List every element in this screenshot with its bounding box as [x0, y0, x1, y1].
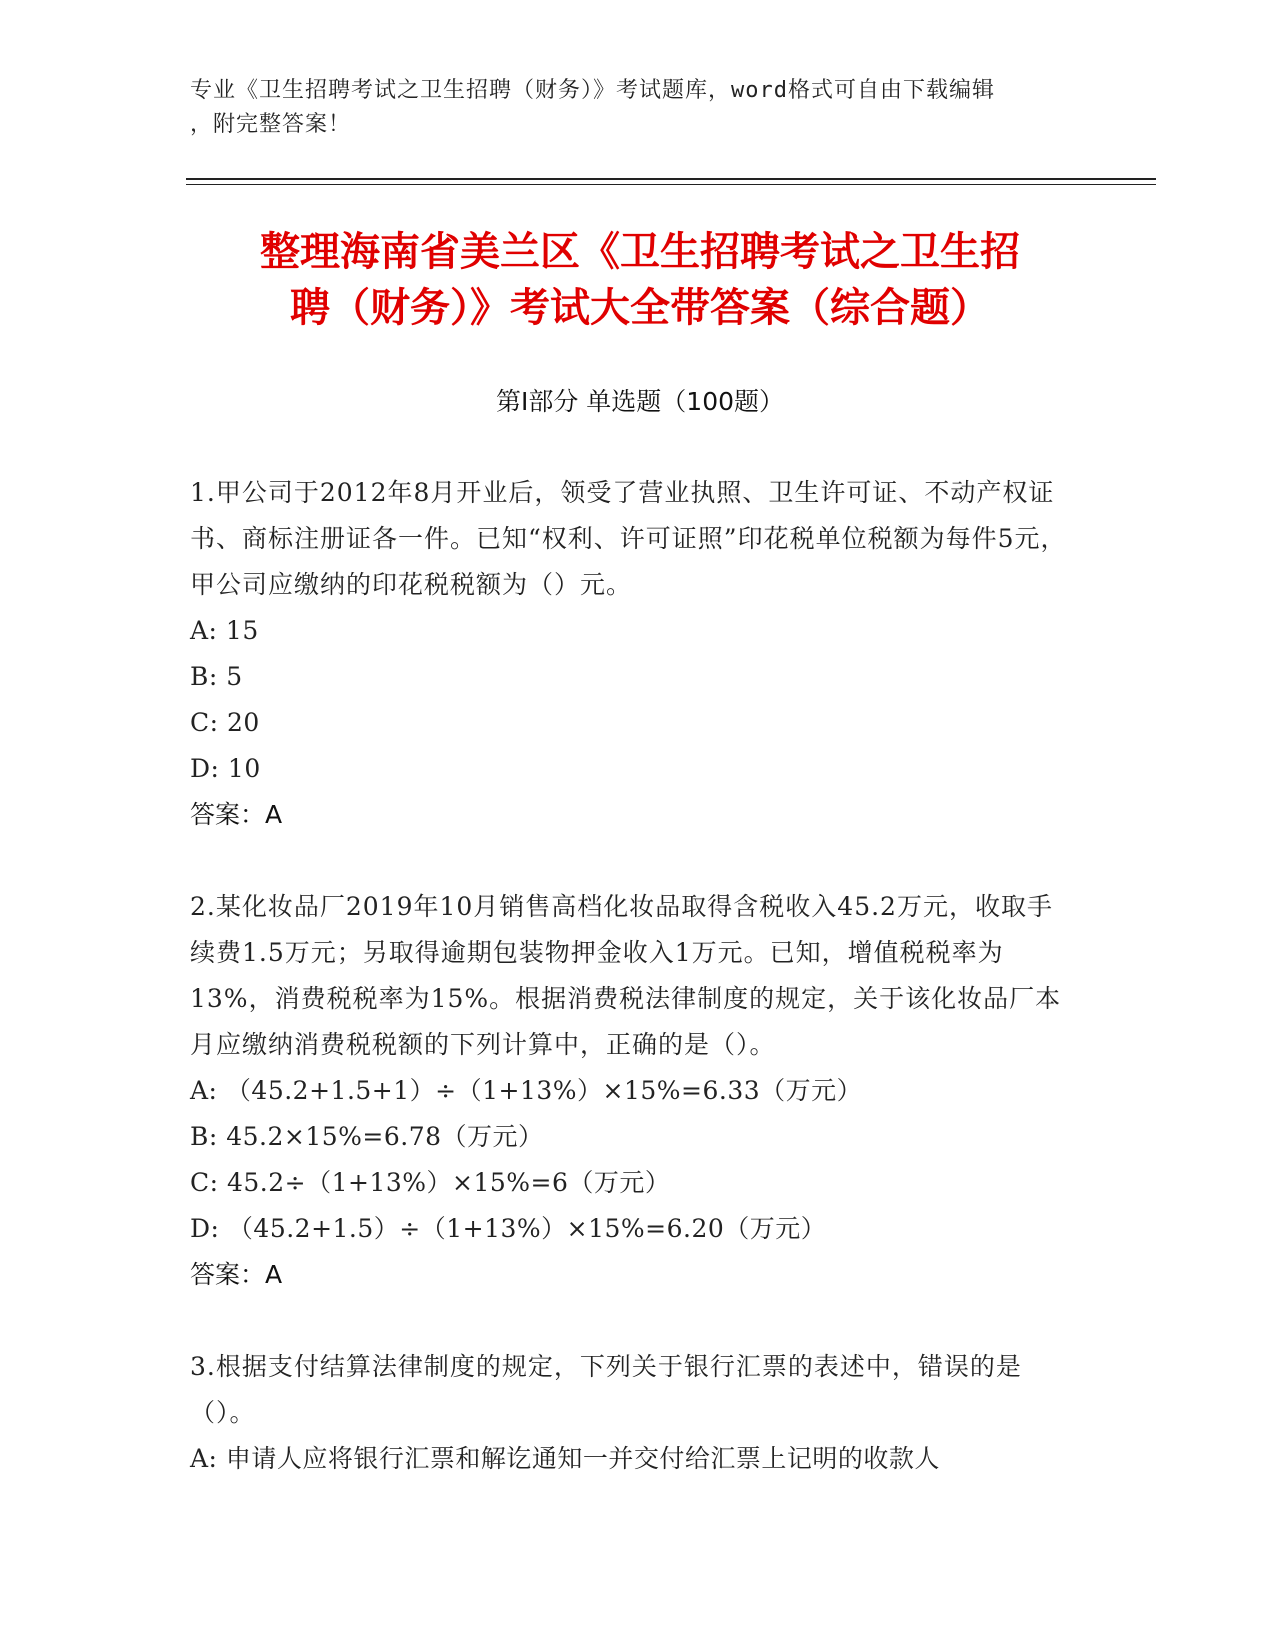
question-2: [190, 884, 1075, 1298]
option-c: C: 45.2÷（1+13%）×15%=6（万元）: [190, 1168, 671, 1197]
option-a: A: （45.2+1.5+1）÷（1+13%）×15%=6.33（万元）: [190, 1076, 863, 1105]
question-3: [190, 1344, 1075, 1482]
question-stem: 1.甲公司于2012年8月开业后，领受了营业执照、卫生许可证、不动产权证书、商标注册证各一件。已知“权利、许可证照”印花税单位税额为每件5元，甲公司应缴纳的印花税税额为（）元。: [190, 478, 1067, 599]
option-a: A: 申请人应将银行汇票和解讫通知一并交付给汇票上记明的收款人: [190, 1444, 940, 1473]
option-c: C: 20: [190, 708, 260, 737]
question-stem: 3.根据支付结算法律制度的规定，下列关于银行汇票的表述中，错误的是（）。: [190, 1352, 1022, 1427]
option-b: B: 45.2×15%=6.78（万元）: [190, 1122, 544, 1151]
question-1: [190, 470, 1075, 838]
header-divider-thick: [186, 178, 1156, 180]
option-d: D: （45.2+1.5）÷（1+13%）×15%=6.20（万元）: [190, 1214, 827, 1243]
document-title-line-2: 聘（财务）》考试大全带答案（综合题）: [290, 285, 990, 331]
option-b: B: 5: [190, 662, 243, 691]
answer-label: 答案：A: [190, 1260, 283, 1289]
header-note-line-1: 专业《卫生招聘考试之卫生招聘（财务）》考试题库，word格式可自由下载编辑: [190, 78, 995, 103]
question-list: [190, 470, 1075, 1528]
document-title: [180, 224, 1100, 336]
option-a: A: 15: [190, 616, 259, 645]
document-title-line-1: 整理海南省美兰区《卫生招聘考试之卫生招: [260, 229, 1020, 275]
header-note-line-2: ，附完整答案！: [190, 112, 352, 137]
answer-label: 答案：A: [190, 800, 283, 829]
header-divider-thin: [186, 184, 1156, 185]
header-note: [190, 74, 1070, 142]
question-stem: 2.某化妆品厂2019年10月销售高档化妆品取得含税收入45.2万元，收取手续费1.5万元；另取得逾期包装物押金收入1万元。已知，增值税税率为13%，消费税税率为15%。根据消费税法律制度的规定，关于该化妆品厂本月应缴纳消费税税额的下列计算中，正确的是（）。: [190, 892, 1062, 1059]
option-d: D: 10: [190, 754, 261, 783]
section-heading: 第Ⅰ部分 单选题（100题）: [495, 387, 785, 416]
